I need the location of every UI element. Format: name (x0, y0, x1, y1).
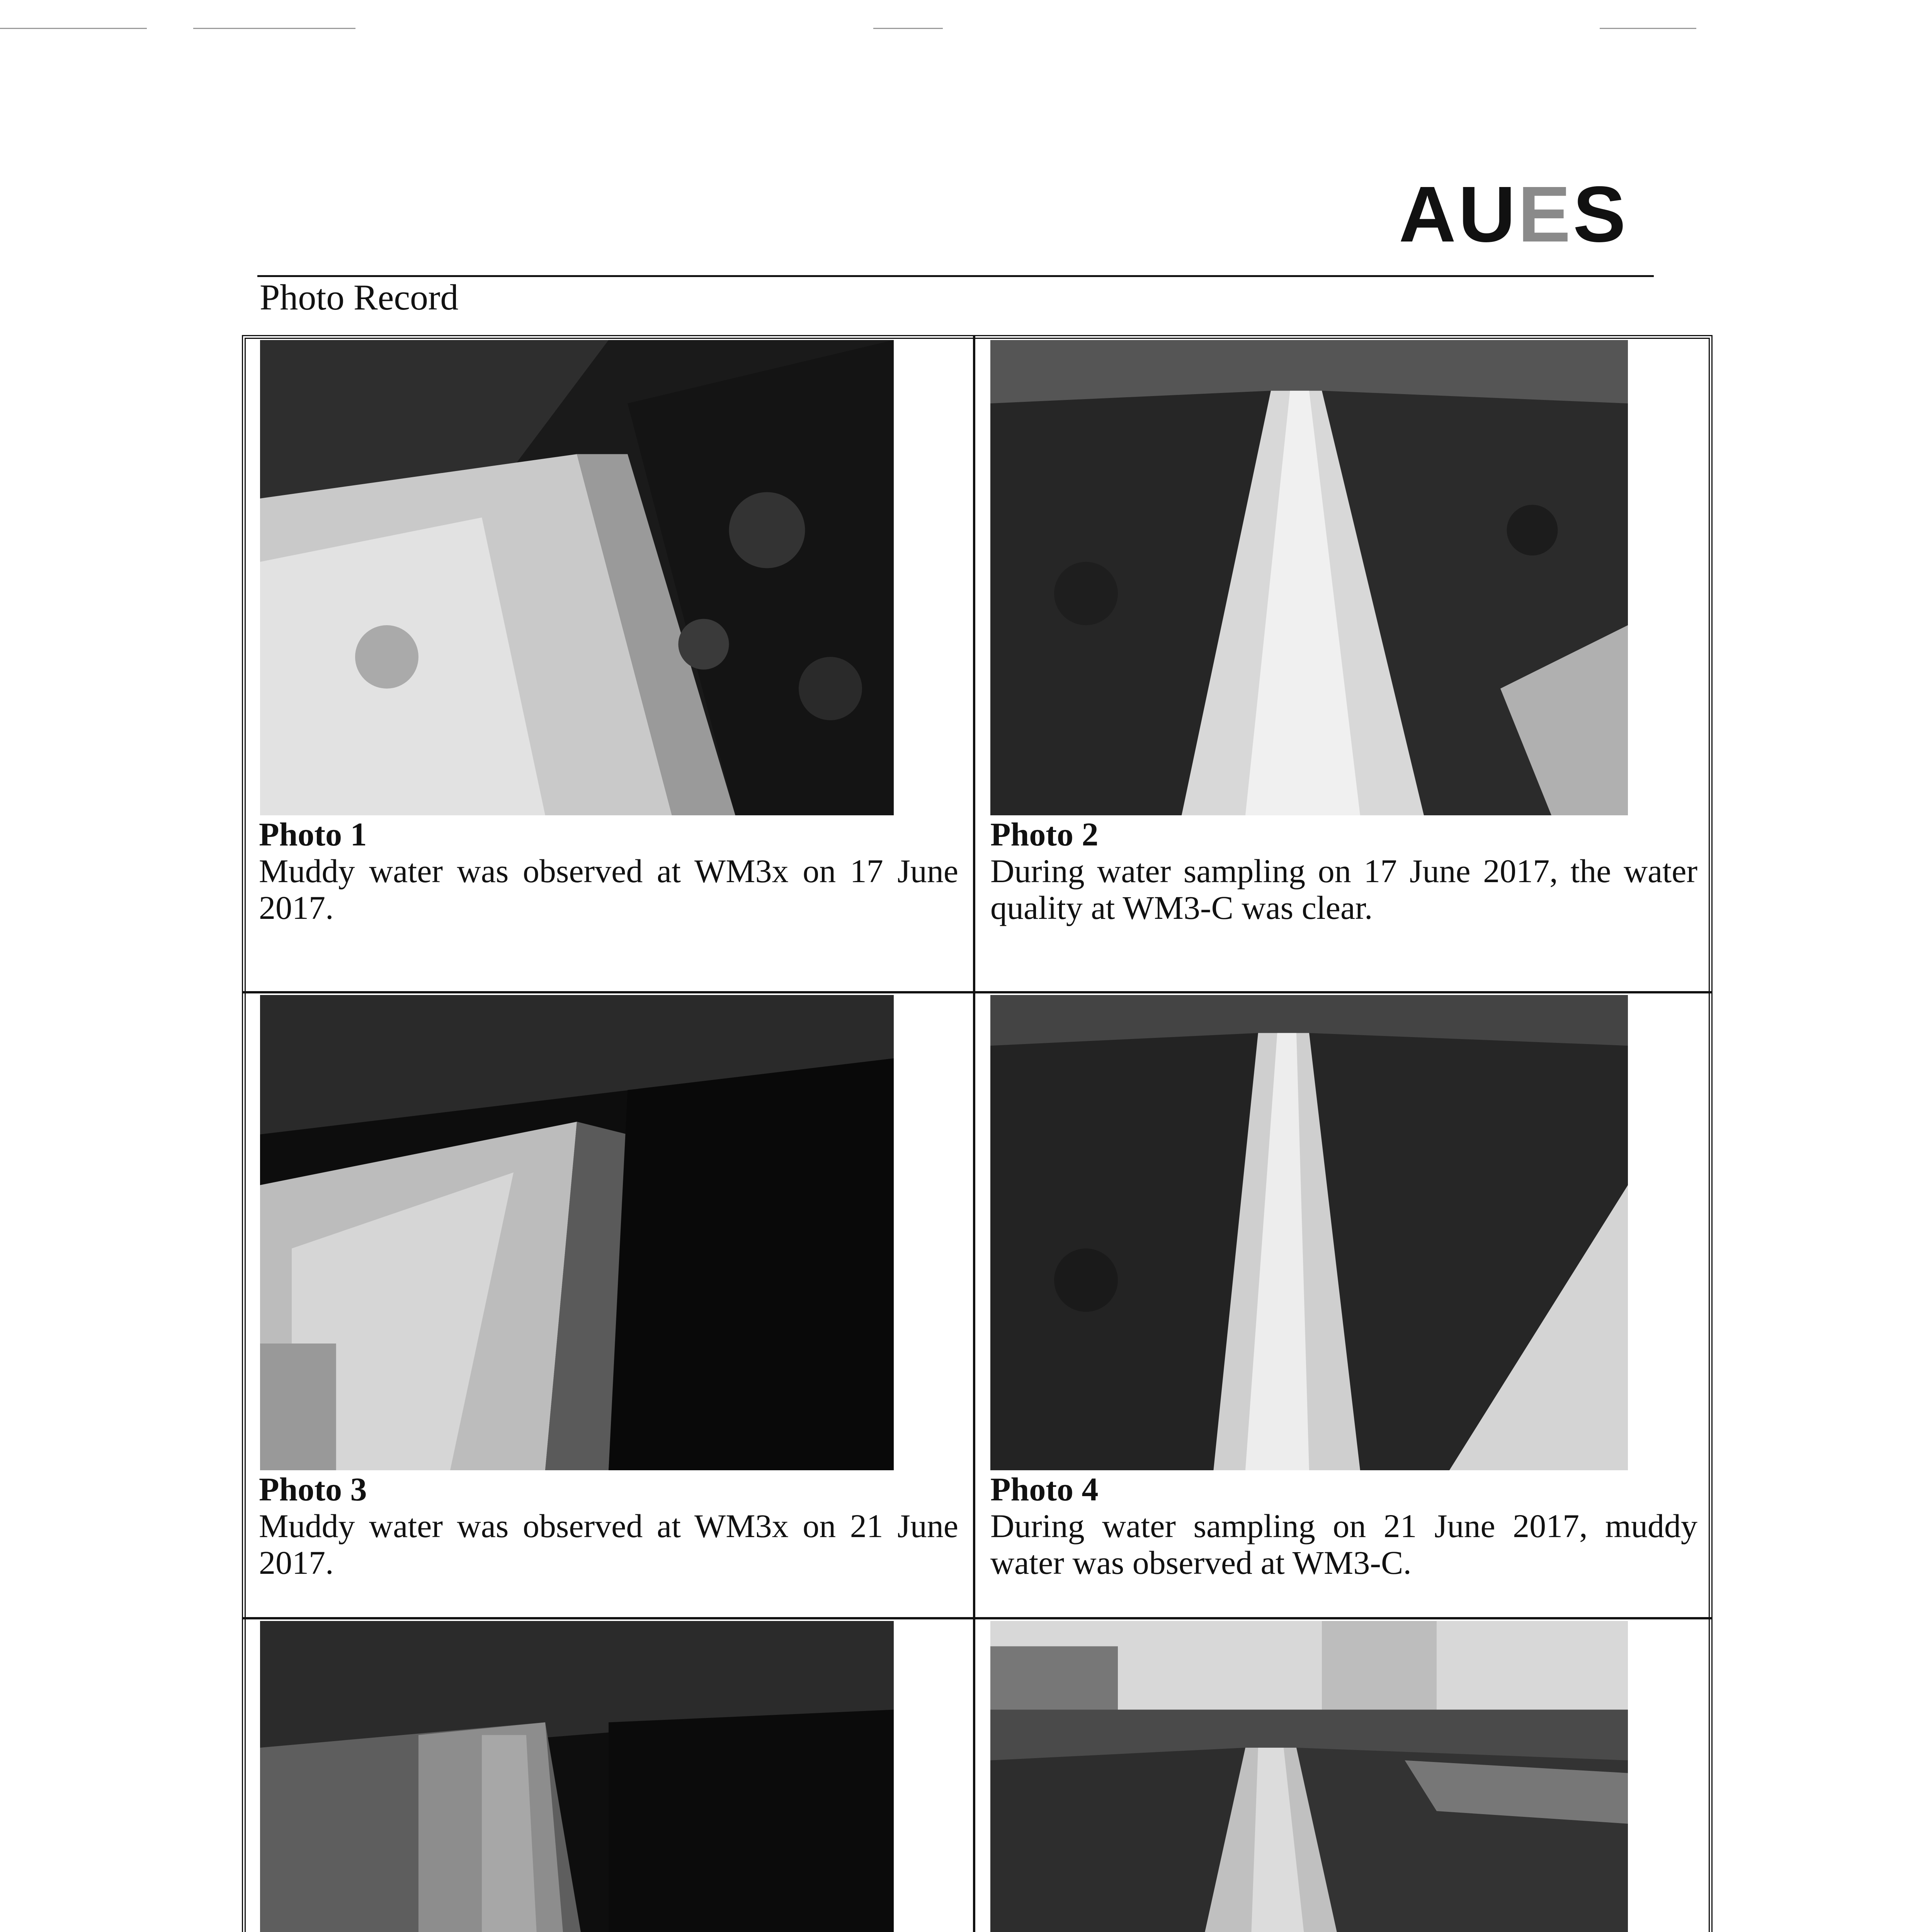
photo-3-description: Muddy water was observed at WM3x on 21 June 2017. (259, 1507, 958, 1581)
table-divider (973, 335, 975, 1932)
photo-2-title: Photo 2 (990, 816, 1099, 853)
photo-2-description: During water sampling on 17 June 2017, the water quality at WM3-C was clear. (990, 852, 1697, 926)
photo-5-image (260, 1621, 894, 1932)
photo-1-caption (259, 816, 958, 926)
photo-1-image (260, 340, 894, 815)
photo-4-title: Photo 4 (990, 1471, 1099, 1508)
page-title: Photo Record (260, 277, 459, 318)
photo-4-caption (990, 1471, 1697, 1581)
photo-6-image (990, 1621, 1628, 1932)
scan-artifact (873, 28, 943, 29)
photo-3-image (260, 995, 894, 1470)
logo-part: S (1573, 170, 1628, 259)
table-divider (242, 1617, 1713, 1619)
photo-2-caption (990, 816, 1697, 926)
photo-3-title: Photo 3 (259, 1471, 367, 1508)
photo-1-description: Muddy water was observed at WM3x on 17 June 2017. (259, 852, 958, 926)
photo-2-image (990, 340, 1628, 815)
scan-artifact (193, 28, 355, 29)
scan-artifact (1600, 28, 1696, 29)
photo-3-caption (259, 1471, 958, 1581)
logo-part: E (1518, 170, 1573, 259)
scan-artifact (0, 28, 147, 29)
photo-4-description: During water sampling on 21 June 2017, muddy water was observed at WM3-C. (990, 1507, 1697, 1581)
header-rule (257, 275, 1654, 277)
table-divider (242, 991, 1713, 993)
logo-part: AU (1399, 170, 1518, 259)
photo-4-image (990, 995, 1628, 1470)
photo-1-title: Photo 1 (259, 816, 367, 853)
aues-logo (1399, 170, 1669, 259)
